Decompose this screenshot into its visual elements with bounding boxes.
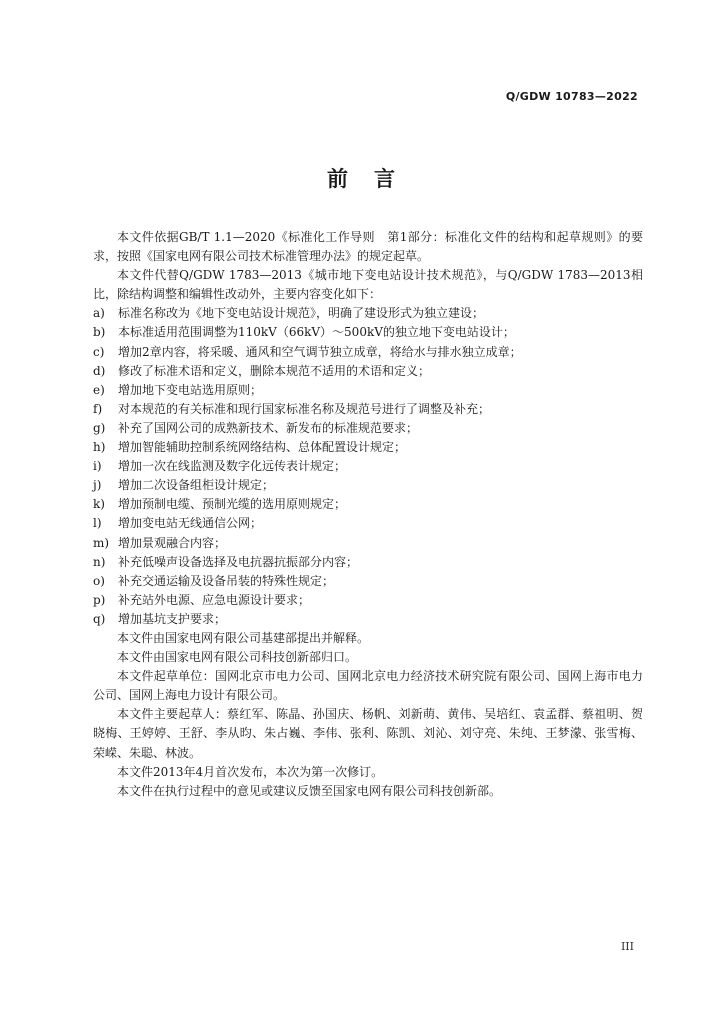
- list-item-text: 补充了国网公司的成熟新技术、新发布的标准规范要求；: [118, 420, 419, 435]
- list-item-text: 增加预制电缆、预制光缆的选用原则规定；: [118, 497, 347, 512]
- list-item-text: 标准名称改为《地下变电站设计规范》，明确了建设形式为独立建设；: [118, 306, 485, 321]
- list-item-label: b): [93, 325, 106, 340]
- feedback-paragraph: 本文件在执行过程中的意见或建议反馈至国家电网有限公司科技创新部。: [117, 783, 502, 798]
- page-title: 前言: [327, 166, 421, 191]
- list-item-label: c): [93, 344, 105, 359]
- list-item-label: o): [93, 573, 105, 588]
- release-history-paragraph: 本文件2013年4月首次发布，本次为第一次修订。: [117, 764, 384, 779]
- list-item: [93, 304, 643, 323]
- closing-paragraph: 本文件由国家电网有限公司科技创新部归口。: [117, 650, 358, 665]
- list-item: [93, 553, 643, 572]
- list-item: [93, 534, 643, 553]
- list-item-label: l): [93, 516, 102, 531]
- list-item-text: 增加智能辅助控制系统网络结构、总体配置设计规定；: [118, 440, 407, 455]
- list-item-label: f): [93, 401, 103, 416]
- list-item-text: 修改了标准术语和定义，删除本规范不适用的术语和定义；: [118, 363, 431, 378]
- list-item-label: i): [93, 459, 102, 474]
- list-item: [93, 457, 643, 476]
- list-item-label: n): [93, 554, 106, 569]
- foreword-body: [93, 228, 643, 801]
- list-item-text: 补充交通运输及设备吊装的特殊性规定；: [118, 573, 335, 588]
- list-item-text: 本标准适用范围调整为110kV（66kV）～500kV的独立地下变电站设计；: [118, 325, 515, 340]
- list-item-text: 补充站外电源、应急电源设计要求；: [118, 592, 311, 607]
- list-item: [93, 343, 643, 362]
- list-item-text: 对本规范的有关标准和现行国家标准名称及规范号进行了调整及补充；: [118, 401, 491, 416]
- list-item: [93, 400, 643, 419]
- list-item-label: k): [93, 497, 105, 512]
- list-item-label: g): [93, 420, 106, 435]
- closing-paragraph: 本文件由国家电网有限公司基建部提出并解释。: [117, 630, 370, 645]
- list-item-label: p): [93, 592, 106, 607]
- list-item-label: d): [93, 363, 106, 378]
- list-item: [93, 610, 643, 629]
- list-item: [93, 591, 643, 610]
- list-item: [93, 323, 643, 342]
- drafting-units-paragraph: 本文件起草单位：国网北京市电力公司、国网北京电力经济技术研究院有限公司、国网上海市电力公司、国网上海电力设计有限公司。: [93, 669, 643, 703]
- list-item: [93, 381, 643, 400]
- list-item-text: 增加基坑支护要求；: [118, 611, 227, 626]
- list-item-label: a): [93, 306, 105, 321]
- drafters-paragraph: 本文件主要起草人：蔡红军、陈晶、孙国庆、杨帆、刘新萌、黄伟、吴培红、袁孟群、蔡祖明、贺晓梅、王婷婷、王舒、李从昀、朱占巍、李伟、张利、陈凯、刘沁、刘守亮、朱纯、王梦濛、张雪梅、荣嵘、朱聪、林波。: [93, 707, 643, 760]
- list-item: [93, 438, 643, 457]
- document-code: Q/GDW 10783—2022: [505, 90, 638, 103]
- list-item-label: h): [93, 440, 106, 455]
- list-item-label: m): [93, 535, 110, 550]
- list-item-text: 增加地下变电站选用原则；: [118, 382, 263, 397]
- changes-list: [93, 304, 643, 629]
- list-item-label: j): [93, 478, 102, 493]
- list-item-text: 增加变电站无线通信公网；: [118, 516, 263, 531]
- list-item-label: q): [93, 611, 106, 626]
- list-item: [93, 495, 643, 514]
- list-item: [93, 572, 643, 591]
- page-number: III: [620, 940, 634, 953]
- intro-paragraph: 本文件代替Q/GDW 1783—2013《城市地下变电站设计技术规范》，与Q/GDW 1783—2013相比，除结构调整和编辑性改动外，主要内容变化如下：: [93, 268, 643, 302]
- list-item: [93, 419, 643, 438]
- list-item-text: 增加一次在线监测及数字化远传表计规定；: [118, 459, 347, 474]
- intro-paragraph: 本文件依据GB/T 1.1—2020《标准化工作导则 第1部分：标准化文件的结构和起草规则》的要求，按照《国家电网有限公司技术标准管理办法》的规定起草。: [93, 230, 643, 264]
- list-item: [93, 362, 643, 381]
- list-item-text: 增加2章内容，将采暖、通风和空气调节独立成章，将给水与排水独立成章；: [118, 344, 522, 359]
- list-item-text: 增加景观融合内容；: [118, 535, 227, 550]
- list-item: [93, 476, 643, 495]
- list-item-label: e): [93, 382, 105, 397]
- list-item: [93, 514, 643, 533]
- list-item-text: 补充低噪声设备选择及电抗器抗振部分内容；: [118, 554, 359, 569]
- list-item-text: 增加二次设备组柜设计规定；: [118, 478, 275, 493]
